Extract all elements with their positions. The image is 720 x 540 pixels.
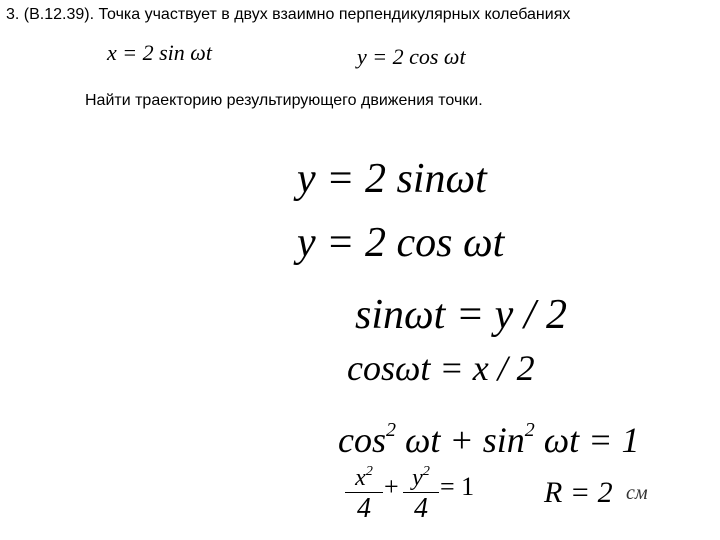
frac-x-denominator: 4	[345, 492, 383, 525]
problem-header: 3. (В.12.39). Точка участвует в двух взаимно перпендикулярных колебаниях	[6, 6, 571, 23]
task-text: Найти траекторию результирующего движения точки.	[85, 92, 483, 109]
identity-square-1: 2	[386, 419, 396, 441]
equals-one: = 1	[440, 472, 475, 501]
frac-y-denominator: 4	[403, 492, 439, 525]
equation-cos-ratio: cosωt = x / 2	[347, 348, 535, 388]
radius-unit: см	[626, 482, 648, 504]
fraction-y-squared	[403, 458, 439, 525]
equation-identity	[338, 412, 639, 458]
fraction-x-squared	[345, 458, 383, 525]
given-y-equation: y = 2 cos ωt	[357, 44, 466, 69]
equation-y-sin: y = 2 sinωt	[297, 156, 487, 202]
frac-y-exponent: 2	[422, 464, 430, 479]
radius-result: R = 2	[544, 476, 613, 509]
identity-cos: cos	[338, 420, 386, 460]
equation-y-cos: y = 2 cos ωt	[297, 220, 505, 266]
frac-x-exponent: 2	[365, 464, 373, 479]
given-x-equation: x = 2 sin ωt	[107, 40, 212, 65]
frac-y-numerator: y	[412, 465, 423, 491]
equation-sin-ratio: sinωt = y / 2	[355, 292, 567, 338]
plus-sign: +	[384, 472, 399, 501]
identity-end: ωt = 1	[534, 420, 640, 460]
frac-x-numerator: x	[355, 465, 366, 491]
identity-middle: ωt + sin	[396, 420, 525, 460]
identity-square-2: 2	[524, 419, 535, 441]
